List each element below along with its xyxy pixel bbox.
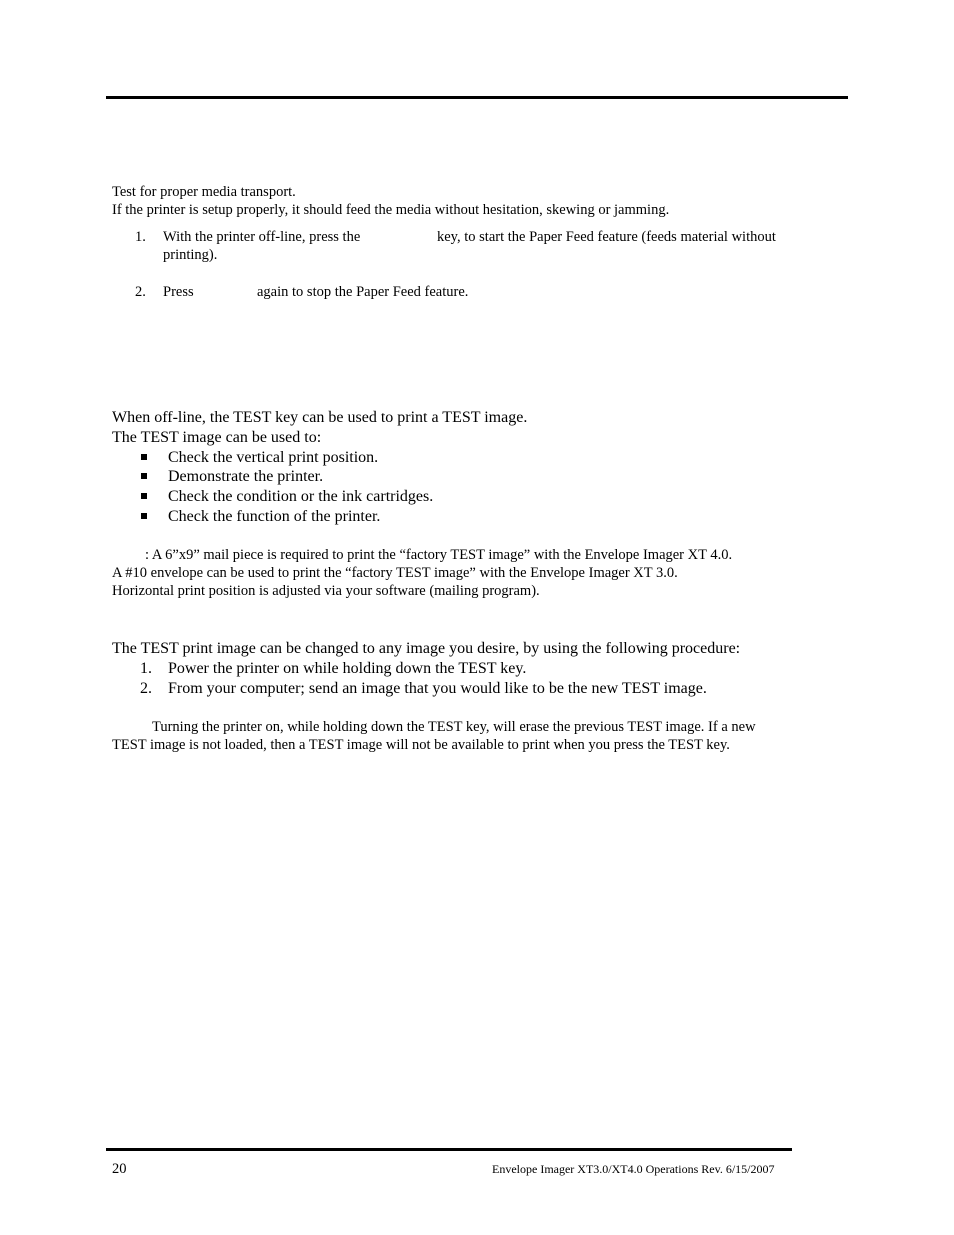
media-step1-text-before: With the printer off-line, press the [163,229,361,245]
media-intro-line1: Test for proper media transport. [112,184,296,200]
test-intro-line1: When off-line, the TEST key can be used to print a TEST image. [112,409,528,426]
media-step-number: 2. [135,284,146,300]
footer-rule [106,1148,792,1151]
change-warning-line1: Turning the printer on, while holding down the TEST key, will erase the previous TEST image. If a new [152,719,756,735]
change-warning-line2: TEST image is not loaded, then a TEST image will not be available to print when you press the TEST key. [112,737,730,753]
change-intro: The TEST print image can be changed to any image you desire, by using the following procedure: [112,640,741,657]
footer-doc-info: Envelope Imager XT3.0/XT4.0 Operations Rev. 6/15/2007 [492,1162,775,1176]
media-step-number: 1. [135,229,146,245]
test-note-line2: A #10 envelope can be used to print the “factory TEST image” with the Envelope Imager XT 3.0. [112,565,678,581]
page-number: 20 [112,1161,127,1177]
bullet-marker [141,473,147,479]
test-note-line1: : A 6”x9” mail piece is required to print the “factory TEST image” with the Envelope Imager XT 4.0. [145,547,733,563]
bullet-marker [141,513,147,519]
change-step-number: 2. [140,680,152,697]
test-bullet-item: Check the vertical print position. [168,449,379,466]
media-step2-text-after: again to stop the Paper Feed feature. [257,284,469,300]
bullet-marker [141,493,147,499]
test-bullet-item: Demonstrate the printer. [168,468,324,485]
test-intro-line2: The TEST image can be used to: [112,429,322,446]
media-step1-text-cont: printing). [163,247,218,263]
media-step1-text-after: key, to start the Paper Feed feature (feeds material without [437,229,776,245]
test-bullet-item: Check the function of the printer. [168,508,381,525]
media-intro-line2: If the printer is setup properly, it should feed the media without hesitation, skewing or jamming. [112,202,670,218]
header-rule [106,96,848,99]
test-bullet-item: Check the condition or the ink cartridges. [168,488,434,505]
change-step-text: Power the printer on while holding down the TEST key. [168,660,527,677]
media-step2-text-before: Press [163,284,194,300]
bullet-marker [141,454,147,460]
test-note-line3: Horizontal print position is adjusted via your software (mailing program). [112,583,540,599]
change-step-number: 1. [140,660,152,677]
change-step-text: From your computer; send an image that you would like to be the new TEST image. [168,680,707,697]
